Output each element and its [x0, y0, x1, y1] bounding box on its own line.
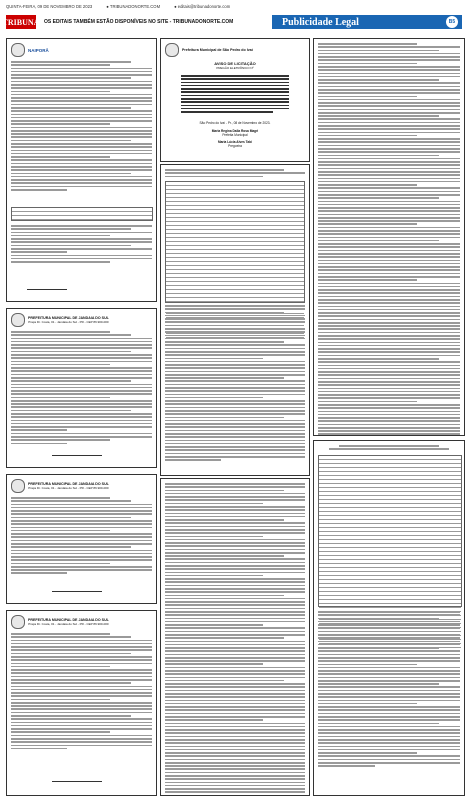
notice-right-lower [313, 440, 465, 796]
notice-org: PREFEITURA MUNICIPAL DE JANDAIA DO SUL [28, 316, 109, 320]
signature-line [52, 591, 102, 592]
notice-middle-lower [160, 478, 310, 796]
section-title: Publicidade Legal [282, 16, 359, 28]
notice-body [11, 61, 152, 192]
notice-jandaia-3 [6, 610, 157, 796]
signature-line [27, 289, 67, 290]
notice-title: AVISO DE LICITAÇÃO [214, 61, 256, 66]
notice-right-upper [313, 38, 465, 436]
signer-title: Prefeita Municipal [222, 133, 248, 137]
data-table [318, 455, 462, 607]
notice-address: Praça Dr. Costa, 01 - Jandaia do Sul - PR - CEP 86.900-000 [28, 622, 109, 626]
signer-name: Maria Lúcia Alves Tabi [217, 140, 252, 144]
header-topline [6, 2, 463, 10]
crest-icon [11, 615, 25, 629]
notice-org: PREFEITURA MUNICIPAL DE JANDAIA DO SUL [28, 482, 109, 486]
notice-jandaia-2 [6, 474, 157, 604]
notice-address: Praça Dr. Costa, 01 - Jandaia do Sul - PR - CEP 86.900-000 [28, 486, 109, 490]
notice-org: PREFEITURA MUNICIPAL DE JANDAIA DO SUL [28, 618, 109, 622]
notice-naipora [6, 38, 157, 302]
page-number: B5 [446, 16, 458, 28]
notice-address: Praça Dr. Costa, 01 - Jandaia do Sul - PR - CEP 86.900-000 [28, 320, 109, 324]
notice-org: Prefeitura Municipal de São Pedro do Ivaí [182, 48, 253, 52]
notice-table-middle [160, 164, 310, 476]
newspaper-logo: TRIBUNA [6, 15, 36, 29]
logo-sub: DO NORTE [6, 26, 22, 30]
notice-org: NAIPORÃ [28, 47, 49, 53]
notice-sao-pedro-ivai [160, 38, 310, 162]
signer-name: Maria Regina Dalla Rosa Magri [211, 129, 259, 133]
signature-line [52, 781, 102, 782]
crest-icon [165, 43, 179, 57]
signer-title: Pregoeira [228, 144, 242, 148]
notice-subtitle: PREGÃO ELETRÔNICO Nº [216, 66, 254, 70]
slogan: OS EDITAIS TAMBÉM ESTÃO DISPONÍVEIS NO SITE - TRIBUNADONORTE.COM [44, 19, 234, 25]
notice-table [11, 207, 153, 221]
date-line: QUINTA-FEIRA, 09 DE NOVEMBRO DE 2023 [6, 3, 93, 9]
masthead [2, 11, 462, 33]
signature-line [52, 455, 102, 456]
site-link[interactable]: ● TRIBUNADONORTE.COM [106, 3, 161, 9]
crest-icon [11, 43, 25, 57]
crest-icon [11, 313, 25, 327]
notice-date: São Pedro do Ivaí - Pr., 08 de Novembro de 2023. [199, 121, 271, 125]
email-link[interactable]: ● editais@tribunadonorte.com [174, 3, 231, 9]
data-table [165, 181, 305, 303]
section-band [272, 15, 462, 29]
notice-jandaia-1 [6, 308, 157, 468]
crest-icon [11, 479, 25, 493]
